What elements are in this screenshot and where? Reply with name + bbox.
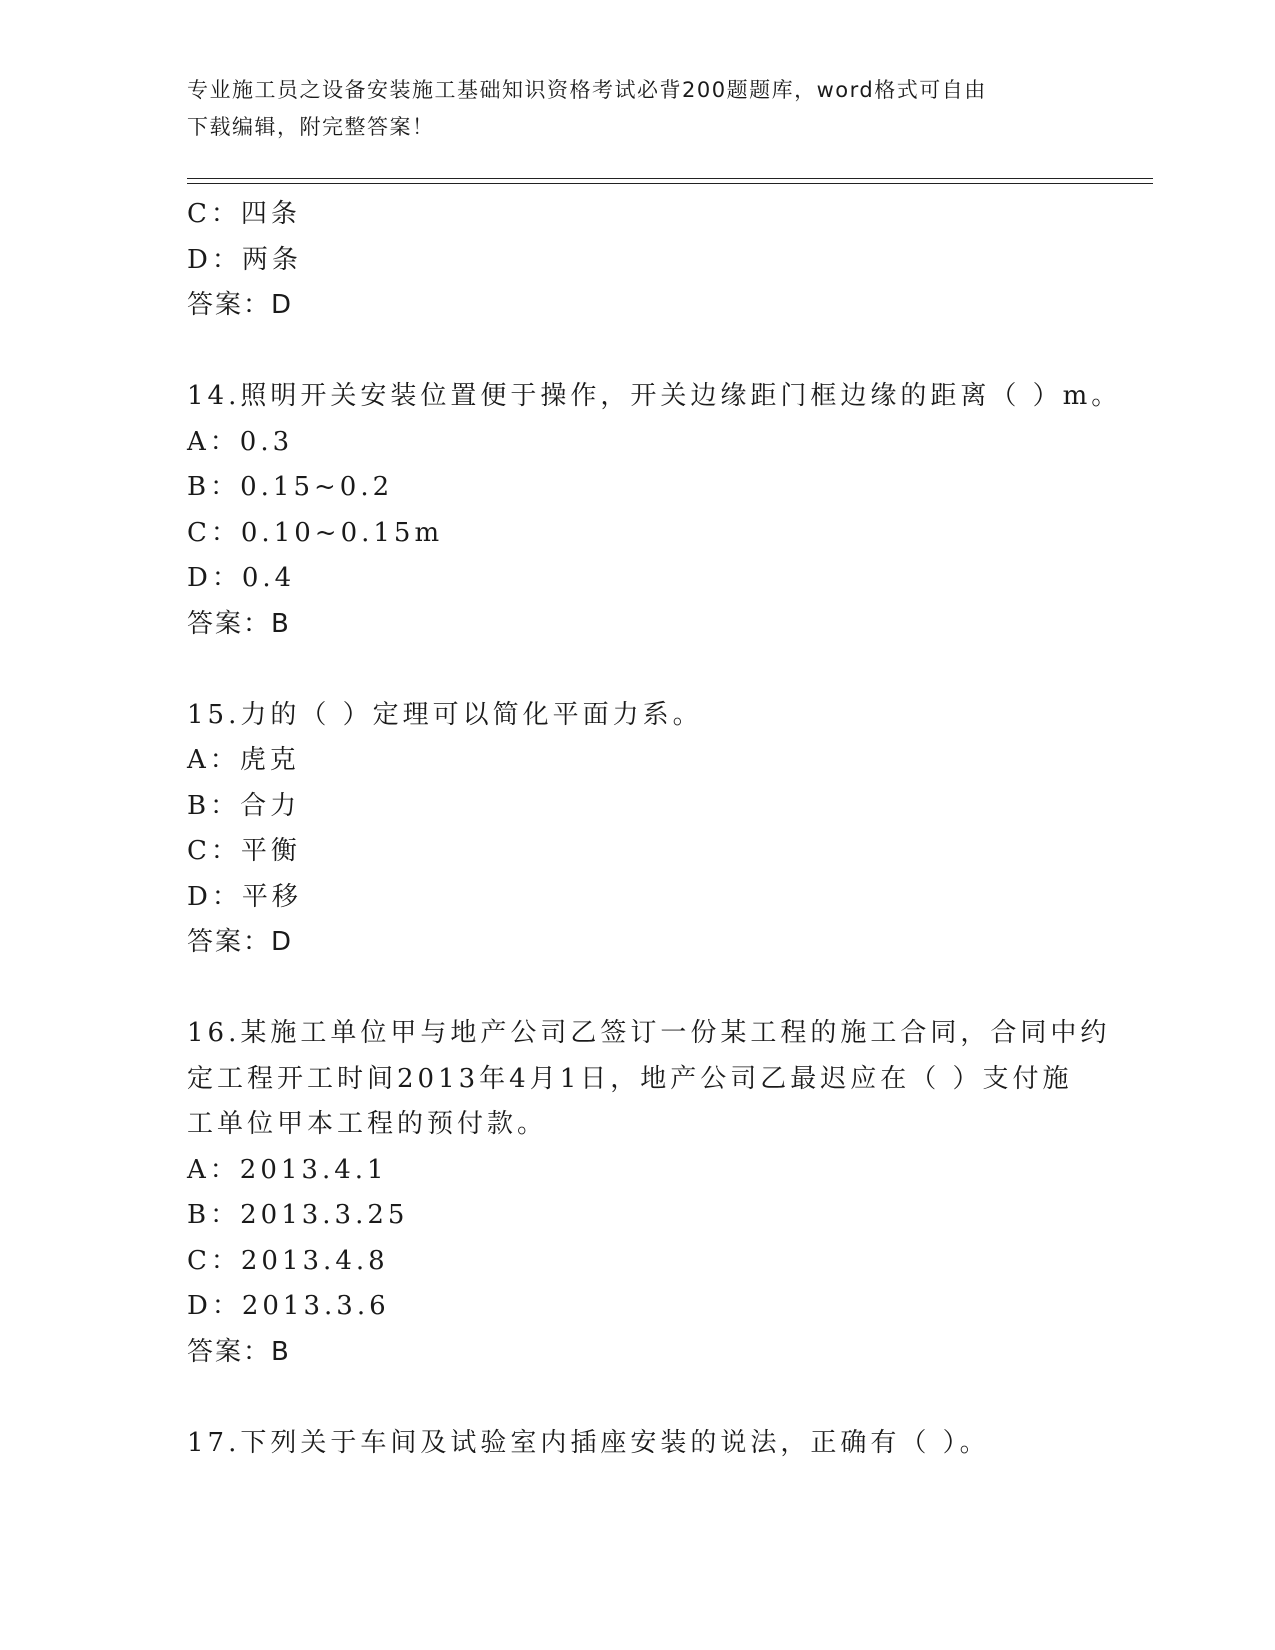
question-13-continued <box>187 192 1087 329</box>
document-body <box>187 192 1122 1466</box>
spacer <box>187 329 1087 375</box>
option-d: D：两条 <box>187 244 302 275</box>
question-stem: 15.力的（ ）定理可以简化平面力系。 <box>187 699 703 730</box>
question-16 <box>187 1011 1111 1375</box>
header-line-1: 专业施工员之设备安装施工基础知识资格考试必背200题题库，word格式可自由 <box>187 78 987 102</box>
answer: 答案：D <box>187 927 294 957</box>
spacer <box>187 647 1087 693</box>
option-c: C：2013.4.8 <box>187 1245 389 1276</box>
option-a: A：0.3 <box>187 426 294 457</box>
answer: 答案：B <box>187 1336 291 1367</box>
option-a: A：虎克 <box>187 745 300 775</box>
question-stem: 14.照明开关安装位置便于操作，开关边缘距门框边缘的距离（ ）m。 <box>187 381 1122 411</box>
header-divider-top <box>187 178 1153 179</box>
question-14 <box>187 374 1122 647</box>
option-d: D：0.4 <box>187 563 296 593</box>
option-d: D：2013.3.6 <box>187 1291 390 1321</box>
option-c: C：四条 <box>187 199 301 229</box>
option-d: D：平移 <box>187 881 302 912</box>
spacer <box>187 966 1087 1012</box>
option-b: B：合力 <box>187 790 301 821</box>
question-stem: 17.下列关于车间及试验室内插座安装的说法，正确有（ ）。 <box>187 1427 990 1458</box>
option-b: B：2013.3.25 <box>187 1200 409 1230</box>
header-line-2: 下载编辑，附完整答案！ <box>187 115 435 139</box>
answer: 答案：B <box>187 608 291 639</box>
option-c: C：平衡 <box>187 836 301 866</box>
option-c: C：0.10~0.15m <box>187 517 444 548</box>
question-stem-line-2: 定工程开工时间2013年4月1日，地产公司乙最迟应在（ ）支付施 <box>187 1063 1073 1094</box>
option-b: B：0.15~0.2 <box>187 472 394 502</box>
question-15 <box>187 693 1087 966</box>
question-stem-line-1: 16.某施工单位甲与地产公司乙签订一份某工程的施工合同，合同中约 <box>187 1018 1111 1048</box>
question-stem-line-3: 工单位甲本工程的预付款。 <box>187 1109 548 1139</box>
spacer <box>187 1375 1087 1421</box>
option-a: A：2013.4.1 <box>187 1154 388 1185</box>
header-divider-bottom <box>187 183 1153 184</box>
document-header <box>187 72 1067 146</box>
answer: 答案：D <box>187 290 294 320</box>
question-17 <box>187 1421 1087 1467</box>
